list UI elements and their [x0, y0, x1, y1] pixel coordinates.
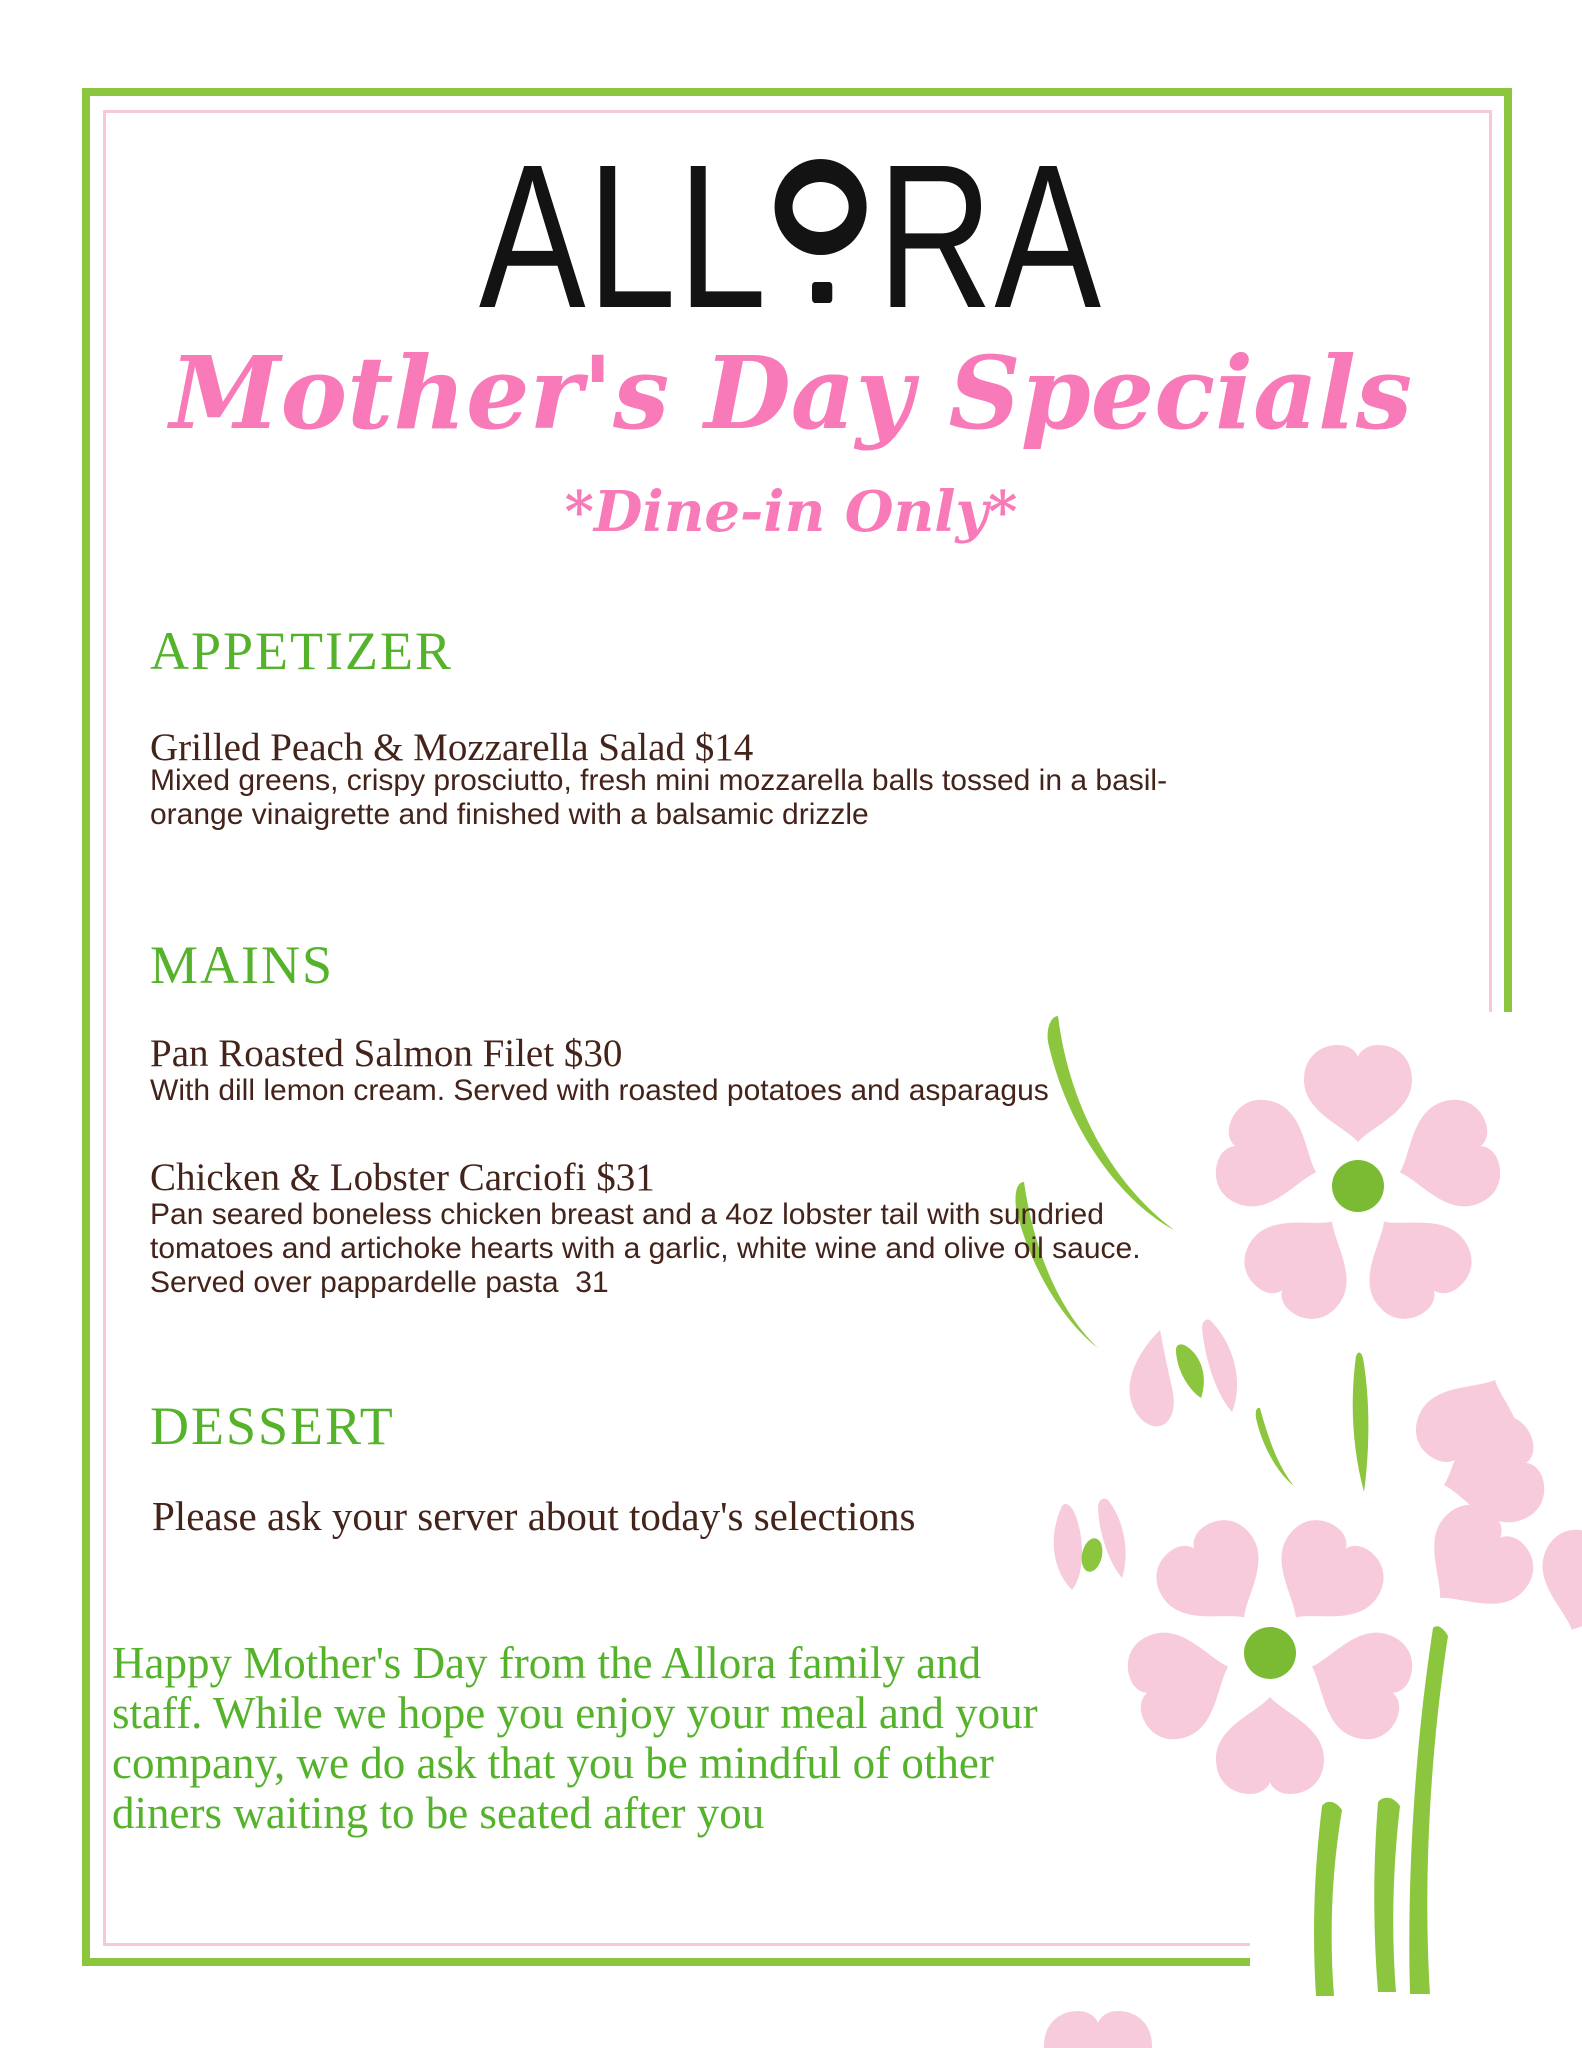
dessert-note: Please ask your server about today's selections [152, 1493, 916, 1539]
logo-text-right: RA [877, 122, 1103, 351]
description-line: orange vinaigrette and finished with a balsamic drizzle [150, 798, 869, 831]
description-line: tomatoes and artichoke hearts with a garlic, white wine and olive oil sauce. [150, 1232, 1141, 1265]
menu-item-description [150, 1198, 1141, 1300]
logo-o-dot [812, 282, 832, 303]
description-line: Served over pappardelle pasta 31 [150, 1266, 609, 1299]
section-heading-dessert: DESSERT [150, 1396, 395, 1456]
footer-line: Happy Mother's Day from the Allora family and [112, 1638, 982, 1688]
item-name: Pan Roasted Salmon Filet [150, 1032, 555, 1075]
page-title: Mother's Day Specials [169, 334, 1413, 452]
menu-item-title [150, 1034, 622, 1073]
item-name: Grilled Peach & Mozzarella Salad [150, 726, 685, 769]
section-heading-appetizer: APPETIZER [150, 621, 454, 681]
logo-o-icon [775, 159, 872, 307]
footer-line: diners waiting to be seated after you [112, 1788, 765, 1838]
logo-text-left: ALL [479, 122, 769, 351]
footer-line: staff. While we hope you enjoy your meal and your [112, 1688, 1038, 1738]
item-price: $31 [596, 1156, 655, 1199]
description-line: With dill lemon cream. Served with roasted potatoes and asparagus [150, 1074, 1049, 1107]
description-line: Mixed greens, crispy prosciutto, fresh mini mozzarella balls tossed in a basil- [150, 764, 1168, 797]
description-line: Pan seared boneless chicken breast and a 4oz lobster tail with sundried [150, 1198, 1104, 1231]
menu-item-description [150, 1074, 1049, 1108]
menu-item-description [150, 764, 1167, 832]
menu-item-title [150, 1158, 655, 1197]
section-heading-mains: MAINS [150, 935, 335, 995]
item-name: Chicken & Lobster Carciofi [150, 1156, 587, 1199]
restaurant-logo [0, 122, 1582, 351]
page-subtitle: *Dine-in Only* [564, 479, 1018, 545]
item-price: $14 [694, 726, 754, 769]
logo-wordmark [479, 122, 1103, 351]
logo-o-ring [775, 159, 867, 255]
menu-item-title [150, 728, 753, 767]
footer-line: company, we do ask that you be mindful of other [112, 1738, 994, 1788]
item-price: $30 [563, 1032, 623, 1075]
footer-message [112, 1638, 1038, 1838]
flower-bouquet-illustration [1010, 980, 1582, 2048]
